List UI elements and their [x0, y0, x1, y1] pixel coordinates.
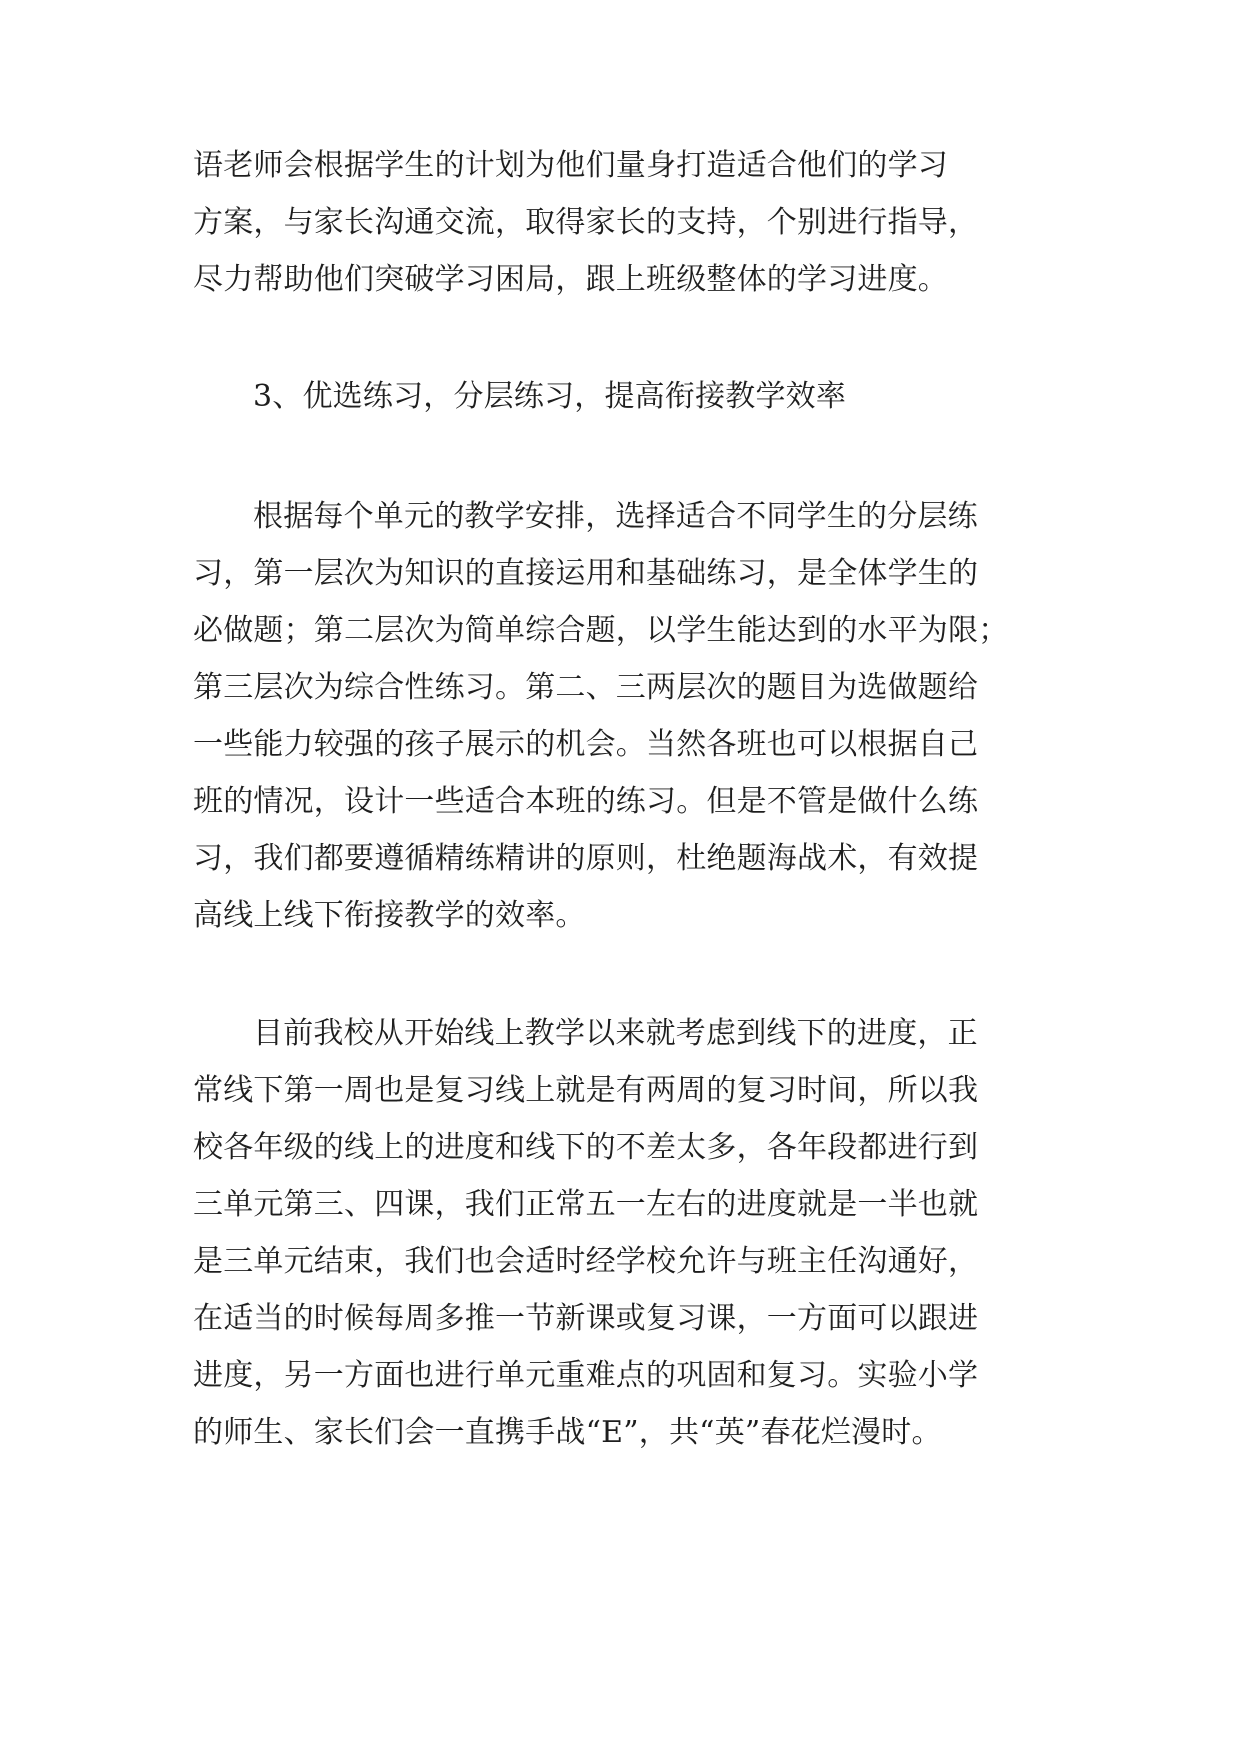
paragraph-line: 班的情况，设计一些适合本班的练习。但是不管是做什么练 [193, 784, 979, 819]
paragraph-line: 一些能力较强的孩子展示的机会。当然各班也可以根据自己 [193, 727, 979, 762]
paragraph-line: 尽力帮助他们突破学习困局，跟上班级整体的学习进度。 [193, 262, 948, 297]
paragraph-line: 习，我们都要遵循精练精讲的原则，杜绝题海战术，有效提 [193, 841, 979, 876]
paragraph-line: 方案，与家长沟通交流，取得家长的支持，个别进行指导， [193, 205, 979, 240]
paragraph-line: 在适当的时候每周多推一节新课或复习课，一方面可以跟进 [193, 1301, 979, 1336]
paragraph-line: 语老师会根据学生的计划为他们量身打造适合他们的学习 [193, 148, 948, 183]
paragraph-line: 目前我校从开始线上教学以来就考虑到线下的进度，正 [253, 1016, 978, 1051]
paragraph-line: 必做题；第二层次为简单综合题，以学生能达到的水平为限； [193, 613, 1009, 648]
paragraph-line: 习，第一层次为知识的直接运用和基础练习，是全体学生的 [193, 556, 979, 591]
paragraph-line: 常线下第一周也是复习线上就是有两周的复习时间，所以我 [193, 1073, 979, 1108]
paragraph-line: 根据每个单元的教学安排，选择适合不同学生的分层练 [253, 499, 978, 534]
paragraph-line: 高线上线下衔接教学的效率。 [193, 898, 586, 933]
paragraph-line: 校各年级的线上的进度和线下的不差太多，各年段都进行到 [193, 1130, 979, 1165]
paragraph-line: 三单元第三、四课，我们正常五一左右的进度就是一半也就 [193, 1187, 979, 1222]
paragraph-line: 的师生、家长们会一直携手战“E”，共“英”春花烂漫时。 [193, 1415, 942, 1450]
section-heading: 3、优选练习，分层练习，提高衔接教学效率 [253, 379, 847, 414]
paragraph-line: 是三单元结束，我们也会适时经学校允许与班主任沟通好， [193, 1244, 979, 1279]
paragraph-line: 进度，另一方面也进行单元重难点的巩固和复习。实验小学 [193, 1358, 979, 1393]
paragraph-line: 第三层次为综合性练习。第二、三两层次的题目为选做题给 [193, 670, 979, 705]
